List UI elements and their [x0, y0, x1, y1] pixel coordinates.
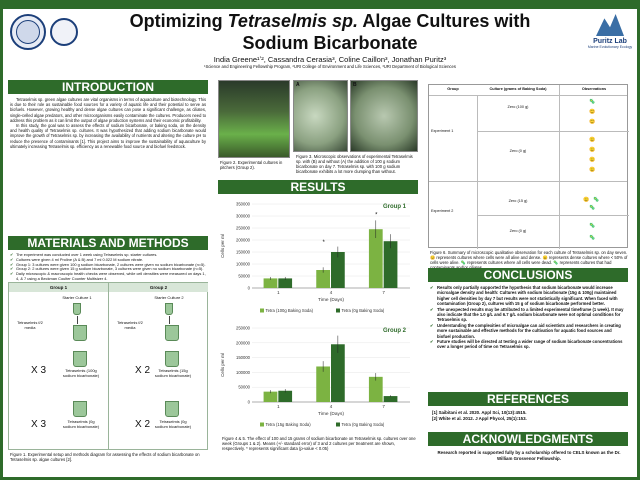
- legend-swatch: [336, 309, 340, 313]
- title-part: Optimizing: [129, 11, 228, 31]
- panel-b-label: B: [353, 82, 357, 88]
- university-seal-logo: [10, 14, 46, 50]
- label-0g-b: Tetraselmis (0g sodium bicarbonate): [154, 419, 192, 429]
- multiplier-x2-b: X 2: [135, 419, 151, 430]
- partial-alive-icon: 😐: [589, 167, 596, 173]
- figure6-caption: Figure 6. Summary of microscopic qualitative observation for each culture of Tetraselmis sp. on day seven. 😊 represents cultures where cells were all alive and dense. 😐 represents dense cultures where < 50% of cells were alive. 🦠 represents cultures where all cells were dead. 🦠 represents cultures that had: [430, 250, 628, 265]
- y-tick-label: 150000: [236, 249, 250, 255]
- multiplier-x3: X 3: [31, 365, 47, 376]
- partial-alive-icon: 😐: [589, 157, 596, 163]
- media-pitcher-2-icon: [165, 325, 179, 341]
- methods-bullet: ✔ Group 2: 2 cultures were given 15 g sodium bicarbonate, 3 cultures were given no sodium bicarbonate (n=5).: [10, 267, 206, 272]
- methods-bullet: ✔ Group 1: 3 cultures were given 100 g sodium bicarbonate, 2 cultures were given no sodium bicarbonate (n=5).: [10, 263, 206, 268]
- results-heading: RESULTS: [218, 180, 418, 194]
- legend-swatch: [336, 423, 340, 427]
- methods-heading: MATERIALS AND METHODS: [8, 236, 208, 250]
- legend-label: Tetra (100g Baking Soda): [265, 308, 313, 313]
- contaminant-icon: 🦠: [589, 235, 596, 241]
- y-tick-label: 100000: [236, 261, 250, 267]
- figure3-caption: Figure 3. Microscopic observations of experimental Tetraselmis sp. with (B) and without (A) the addition of 100 g sodium bicarbonate on day 7. Tetraselmis sp. with 100 g sodium bicarbonate exhibits a lot more clumping than without.: [296, 154, 413, 174]
- starter-culture-2-label: Starter Culture 2: [154, 295, 184, 300]
- reference-2: [2] White et al. 2012. J Appl Phycol, 25(1):153.: [432, 415, 527, 421]
- panel-a-label: A: [296, 82, 300, 88]
- college-seal-logo: [50, 18, 78, 46]
- bar: [316, 366, 330, 402]
- chart-title: Group 1: [382, 204, 406, 210]
- x-tick-label: 4: [329, 290, 333, 295]
- figure3b-micrograph: [350, 80, 418, 152]
- figure45-caption: Figure 4 & 5. The effect of 100 and 15 grams of sodium bicarbonate on Tetraselmis sp. cultures over one week (Groups 1 & 2). Means (+/- standard error) of 3 and 2 cultures per treatment are shown, respectively. * represents significant data (p-value < 0.05): [222, 436, 416, 451]
- table-header-observations: Observations: [581, 87, 607, 91]
- legend-label: Tetra (0g Baking Soda): [341, 308, 385, 313]
- y-tick-label: 50000: [238, 384, 250, 390]
- introduction-heading: INTRODUCTION: [8, 80, 208, 94]
- table-row-zero15: Zero (15 g): [508, 199, 528, 203]
- observation-table: [428, 84, 628, 248]
- starter-culture-1-label: Starter Culture 1: [62, 295, 92, 300]
- diagram-group2-header: Group 2: [109, 283, 208, 292]
- x-axis-label: Time (Days): [318, 298, 344, 303]
- bar: [316, 270, 330, 288]
- introduction-text: [10, 97, 206, 149]
- table-row-zero100: Zero (100 g): [507, 105, 529, 109]
- conclusions-list: [430, 285, 626, 350]
- label-0g: Tetraselmis (0g sodium bicarbonate): [62, 419, 100, 429]
- table-row-zero: Zero (0 g): [509, 149, 527, 153]
- table-experiment-2: Experiment 2: [431, 209, 454, 213]
- intro-paragraph-2: In this study, the goal was to assess the effects of sodium bicarbonate, or baking soda, on the density and health quality of Tetraselmis sp. cultures. It was hypothesized that adding sodium bicarbonate would improve the growth of Tetraselmis sp. by increasing the availability of nutrients and altering the culture pH to reduce the presence of contaminants [1]. This project aims to improve the sustainability of aquaculture by ultimately increasing Tetraselmis sp. efficiency as a renewable food source and biofuel feedstock.: [10, 123, 206, 149]
- conclusion-bullet: ✔ The unexpected results may be attributed to a limited experimental timeframe (1 week). It may also indicate that the 1.0 g/L and 6.7 g/L sodium bicarbonate were not optimal conditions for Tetraselmis sp.: [430, 307, 626, 323]
- x-tick-label: 4: [329, 404, 333, 409]
- x-tick-label: 1: [277, 290, 280, 295]
- y-tick-label: 150000: [236, 355, 250, 361]
- title-italic: Tetraselmis sp.: [227, 11, 359, 31]
- multiplier-x3-b: X 3: [31, 419, 47, 430]
- mountain-icon: [596, 14, 624, 36]
- bar: [384, 396, 398, 402]
- legend-label: Tetra (0g Baking Soda): [341, 422, 385, 427]
- partial-alive-icon: 😐: [589, 147, 596, 153]
- y-axis-label: Cells per ml: [220, 353, 225, 377]
- culture-15g-icon: [165, 351, 179, 367]
- bar: [369, 229, 383, 288]
- logo-subtext: Marine Evolutionary Ecology: [587, 45, 633, 49]
- y-tick-label: 0: [247, 285, 250, 291]
- y-tick-label: 0: [247, 399, 250, 405]
- figure2-caption: Figure 2. Experimental cultures in pitchers (Group 2).: [220, 160, 283, 170]
- media-pitcher-1-icon: [73, 325, 87, 341]
- methods-diagram: [8, 282, 208, 450]
- y-tick-label: 200000: [236, 237, 250, 243]
- title-line2: Sodium Bicarbonate: [242, 33, 418, 53]
- y-axis-label: Cells per ml: [220, 234, 225, 258]
- y-tick-label: 250000: [236, 225, 250, 231]
- acknowledgments-text: Research reported is supported fully by a scholarship offered to CELS known as the Dr. William Grosvenor Fellowship.: [437, 450, 621, 461]
- group2-chart: [218, 320, 418, 432]
- multiplier-x2: X 2: [135, 365, 151, 376]
- methods-bullet: ✔ The experiment was conducted over 1 week using Tetraselmis sp. starter cultures.: [10, 253, 206, 258]
- y-tick-label: 250000: [236, 325, 250, 331]
- starter-flask-2-icon: [165, 303, 173, 315]
- title-part: Algae Cultures with: [358, 11, 531, 31]
- figure1-caption: Figure 1. Experimental setup and methods diagram for assessing the effects of sodium bicarbonate on Tetraselmis sp. algae cultures [2].: [10, 452, 200, 462]
- dead-cells-icon: 🦠: [589, 99, 596, 105]
- significance-star: *: [375, 212, 378, 219]
- culture-0g-icon: [73, 401, 87, 417]
- diagram-group1-header: Group 1: [9, 283, 108, 292]
- table-header-culture: Culture (grams of Baking Soda): [489, 87, 547, 91]
- intro-paragraph-1: Tetraselmis sp. green algae cultures are vital organisms in terms of aquaculture and biotechnology. This is due to their role as sustainable food sources for a variety of aquatic life and their potential to serve as biofuels. However, growing healthy and dense algae cultures can pose a significant challenge, as ciliates, single-celled algae predators, and other microorganisms easily contaminate the cultures. Producers need to address this problem as it can limit the output of algae production systems and their economic profitability.: [10, 97, 206, 123]
- conclusions-heading: CONCLUSIONS: [428, 268, 628, 282]
- table-experiment-1: Experiment 1: [431, 129, 454, 133]
- legend-swatch: [260, 309, 264, 313]
- methods-bullet: ✔ Cultures were given 4 ml Proline (A & B) and 7 ml 0.022 M sodium nitrate.: [10, 258, 206, 263]
- media-2-label: Tetraselmis f/2 media: [117, 320, 143, 330]
- media-1-label: Tetraselmis f/2 media: [17, 320, 43, 330]
- y-tick-label: 350000: [236, 201, 250, 207]
- acknowledgments-heading: ACKNOWLEDGMENTS: [428, 432, 628, 446]
- references-heading: REFERENCES: [428, 392, 628, 406]
- partial-alive-icon: 😐: [589, 137, 596, 143]
- significance-star: *: [322, 239, 325, 246]
- culture-100g-icon: [73, 351, 87, 367]
- y-tick-label: 300000: [236, 213, 250, 219]
- y-tick-label: 50000: [238, 273, 250, 279]
- affiliations: ¹Science and Engineering Fellowship Program, ²URI College of Environment and Life Sciences, ³URI Department of Biological Sciences: [204, 64, 456, 69]
- culture-0g-b-icon: [165, 401, 179, 417]
- alive-dense-icon: 😊: [589, 119, 596, 125]
- x-tick-label: 1: [277, 404, 280, 409]
- label-15g: Tetraselmis (15g sodium bicarbonate): [154, 368, 192, 378]
- legend-label: Tetra (15g Baking Soda): [265, 422, 311, 427]
- x-tick-label: 7: [382, 404, 385, 409]
- authors: India Greene¹ʼ², Cassandra Cerasia³, Coline Caillon³, Jonathan Puritz³: [213, 55, 447, 64]
- poster-title: [90, 10, 570, 54]
- contaminant-icon: 🦠: [589, 205, 596, 211]
- logo-text: Puritz Lab: [593, 38, 627, 45]
- alive-dense-icon: 😊: [589, 109, 596, 115]
- chart-title: Group 2: [382, 328, 406, 334]
- table-row-zero2: Zero (0 g): [509, 229, 527, 233]
- y-tick-label: 100000: [236, 369, 250, 375]
- partial-alive-icon: 😐: [583, 197, 590, 203]
- x-tick-label: 7: [382, 290, 385, 295]
- figure3a-micrograph: [293, 80, 348, 152]
- puritz-lab-logo: [585, 14, 635, 64]
- conclusion-bullet: ✔ Results only partially supported the hypothesis that sodium bicarbonate would increase microalgae density and health: Cultures with sodium bicarbonate (15g & 100g) maintained higher cell densities by day 7 but results were not statistically significant. When faced with contamination (Group 2), cultures with 15 g of sodium bicarbonate performed better.: [430, 285, 626, 307]
- y-tick-label: 200000: [236, 340, 250, 346]
- methods-bullet: ✔ Daily microscopic & macroscopic health checks were observed, while cell densities were measured on days 1, 4, & 7 using a Beckman Coulter Counter Multisizer 4.: [10, 272, 206, 282]
- conclusion-bullet: ✔ Understanding the complexities of microalgae can aid scientists and researchers in creating more sustainable and effective methods for the cultivation for aquatic food sources and biofuel production.: [430, 323, 626, 339]
- starter-flask-1-icon: [73, 303, 81, 315]
- methods-list: [10, 253, 206, 282]
- top-bar: [3, 3, 637, 9]
- group1-chart: [218, 196, 418, 318]
- references-list: [432, 410, 626, 421]
- reference-1: [1] Saibitani et al. 2020. Appl Sci, 10(13):4515.: [432, 410, 527, 415]
- x-axis-label: Time (Days): [318, 412, 344, 417]
- label-100g: Tetraselmis (100g sodium bicarbonate): [62, 368, 100, 378]
- bar: [278, 391, 292, 402]
- legend-swatch: [260, 423, 264, 427]
- table-header-group: Group: [447, 87, 459, 91]
- figure2-photo: [218, 80, 290, 158]
- contaminant-icon: 🦠: [589, 223, 596, 229]
- contaminant-icon: 🦠: [593, 197, 600, 203]
- conclusion-bullet: ✔ Future studies will be directed at testing a wider range of sodium bicarbonate concentrations over a longer period of time on Tetraselmis sp.: [430, 339, 626, 350]
